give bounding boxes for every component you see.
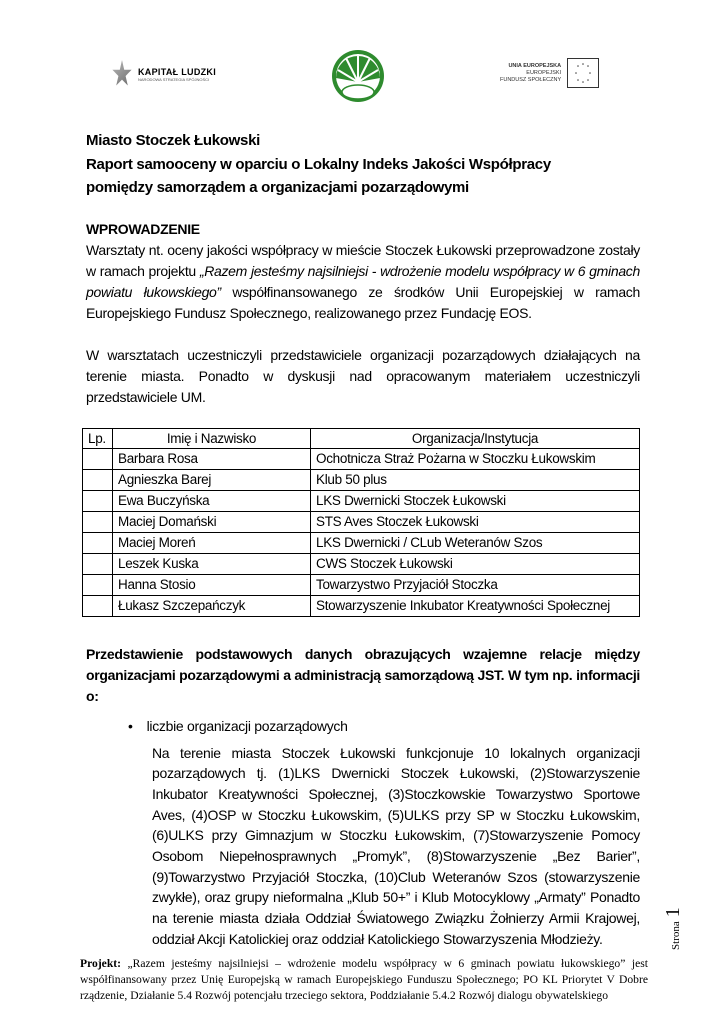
name-cell: Leszek Kuska — [113, 553, 311, 574]
document-title — [86, 129, 640, 200]
footer — [80, 956, 648, 1024]
lp-cell — [83, 470, 113, 491]
organization-cell: STS Aves Stoczek Łukowski — [311, 512, 640, 533]
lp-cell — [83, 595, 113, 616]
organization-cell: Ochotnicza Straż Pożarna w Stoczku Łukowskim — [311, 449, 640, 470]
eu-line3: FUNDUSZ SPOŁECZNY — [500, 76, 562, 83]
bullet-label: liczbie organizacji pozarządowych — [146, 717, 348, 734]
lp-cell — [83, 449, 113, 470]
lp-cell — [83, 532, 113, 553]
bullet-item — [128, 716, 640, 737]
document-body — [86, 0, 640, 950]
table-row — [83, 512, 640, 533]
kl-title: KAPITAŁ LUDZKI — [138, 66, 217, 77]
page-number — [662, 907, 685, 950]
page-number-value: 1 — [662, 907, 684, 918]
title-line-3: pomiędzy samorządem a organizacjami pozarządowymi — [86, 179, 469, 196]
title-line-2: Raport samooceny w oparciu o Lokalny Indeks Jakości Współpracy — [86, 155, 551, 173]
name-cell: Maciej Moreń — [113, 532, 311, 553]
title-line-1: Miasto Stoczek Łukowski — [86, 132, 260, 149]
name-cell: Agnieszka Barej — [113, 470, 311, 491]
lp-cell — [83, 574, 113, 595]
intro-text: Warsztaty nt. oceny jakości współpracy w mieście Stoczek Łukowski przeprowadzone zostały w ramach projektu — [86, 241, 640, 279]
eu-line2: EUROPEJSKI — [526, 69, 562, 76]
header-cell: Lp. — [83, 428, 113, 449]
table-row — [83, 491, 640, 512]
bullet-icon: • — [128, 717, 133, 734]
organization-cell: LKS Dwernicki / CLub Weteranów Szos — [311, 532, 640, 553]
lp-cell — [83, 491, 113, 512]
participants-table — [82, 428, 640, 617]
organization-cell: Towarzystwo Przyjaciół Stoczka — [311, 574, 640, 595]
organization-cell: Klub 50 plus — [311, 470, 640, 491]
section-heading: Przedstawienie podstawowych danych obrazujących wzajemne relacje między organizacjami pozarządowymi a administracją samorządową JST. W tym np. informacji o: — [86, 645, 640, 704]
page-label: Strona — [670, 921, 682, 950]
header-cell: Imię i Nazwisko — [113, 428, 311, 449]
intro-paragraph-1 — [86, 240, 640, 324]
intro-section — [86, 219, 640, 408]
name-cell: Barbara Rosa — [113, 449, 311, 470]
table-row — [83, 553, 640, 574]
name-cell: Maciej Domański — [113, 512, 311, 533]
name-cell: Łukasz Szczepańczyk — [113, 595, 311, 616]
table-row — [83, 574, 640, 595]
table-row — [83, 595, 640, 616]
organization-cell: LKS Dwernicki Stoczek Łukowski — [311, 491, 640, 512]
lp-cell — [83, 512, 113, 533]
table-row — [83, 470, 640, 491]
project-title: „Razem jesteśmy najsilniejsi - wdrożenie modelu współpracy w 6 gminach powiatu łukowskiego” — [86, 262, 640, 300]
table-header-row — [83, 428, 640, 449]
footer-label: Projekt: — [80, 956, 121, 970]
intro-heading: WPROWADZENIE — [86, 220, 200, 237]
intro-paragraph-2: W warsztatach uczestniczyli przedstawiciele organizacji pozarządowych działających na terenie miasta. Ponadto w dyskusji nad opracowanym materiałem uczestniczyli przedstawiciele UM. — [86, 346, 640, 405]
table-row — [83, 532, 640, 553]
organizations-paragraph: Na terenie miasta Stoczek Łukowski funkcjonuje 10 lokalnych organizacji pozarządowych tj. (1)LKS Dwernicki Stoczek Łukowski, (2)Stowarzyszenie Inkubator Kreatywności Społecznej, (3)Stoczkowskie Towarzystwo Sportowe Aves, (4)OSP w Stoczku Łukowskim, (5)ULKS przy SP w Stoczku Łukowskim, (6)ULKS przy Gimnazjum w Stoczku Łukowskim, (7)Stowarzyszenie Pomocy Osobom Niepełnosprawnych „Promyk”, (8)Stowarzyszenie „Bez Barier”, (9)Towarzystwo Przyjaciół Stoczka, (10)Club Weteranów Szos (stowarzyszenie zwykłe), oraz grupy nieformalna „Klub 50+” i Klub Motocyklowy „Armaty” Ponadto na terenie miasta działa Oddział Światowego Związku Żołnierzy Armii Krajowej, oddział Akcji Katolickiej oraz oddział Katolickiego Stowarzyszenia Młodzieży. — [152, 744, 640, 947]
organization-cell: CWS Stoczek Łukowski — [311, 553, 640, 574]
intro-text: współfinansowanego ze środków Unii Europejskiej w ramach Europejskiego Fundusz Społecznego, realizowanego przez Fundację EOS. — [86, 283, 640, 321]
eu-line1: UNIA EUROPEJSKA — [508, 62, 562, 69]
name-cell: Ewa Buczyńska — [113, 491, 311, 512]
kl-subtitle: NARODOWA STRATEGIA SPÓJNOŚCI — [138, 76, 210, 82]
footer-text: „Razem jesteśmy najsilniejsi – wdrożenie modelu współpracy w 6 gminach powiatu łukowskiego” jest współfinansowany przez Unię Europejską w ramach Europejskiego Funduszu Społecznego; PO KL Priorytet V Dobre rządzenie, Działanie 5.4 Rozwój potencjału trzeciego sektora, Poddziałanie 5.4.2 Rozwój dialogu obywatelskiego — [80, 956, 648, 1002]
header-cell: Organizacja/Instytucja — [311, 428, 640, 449]
name-cell: Hanna Stosio — [113, 574, 311, 595]
lp-cell — [83, 553, 113, 574]
organization-cell: Stowarzyszenie Inkubator Kreatywności Społecznej — [311, 595, 640, 616]
table-row — [83, 449, 640, 470]
